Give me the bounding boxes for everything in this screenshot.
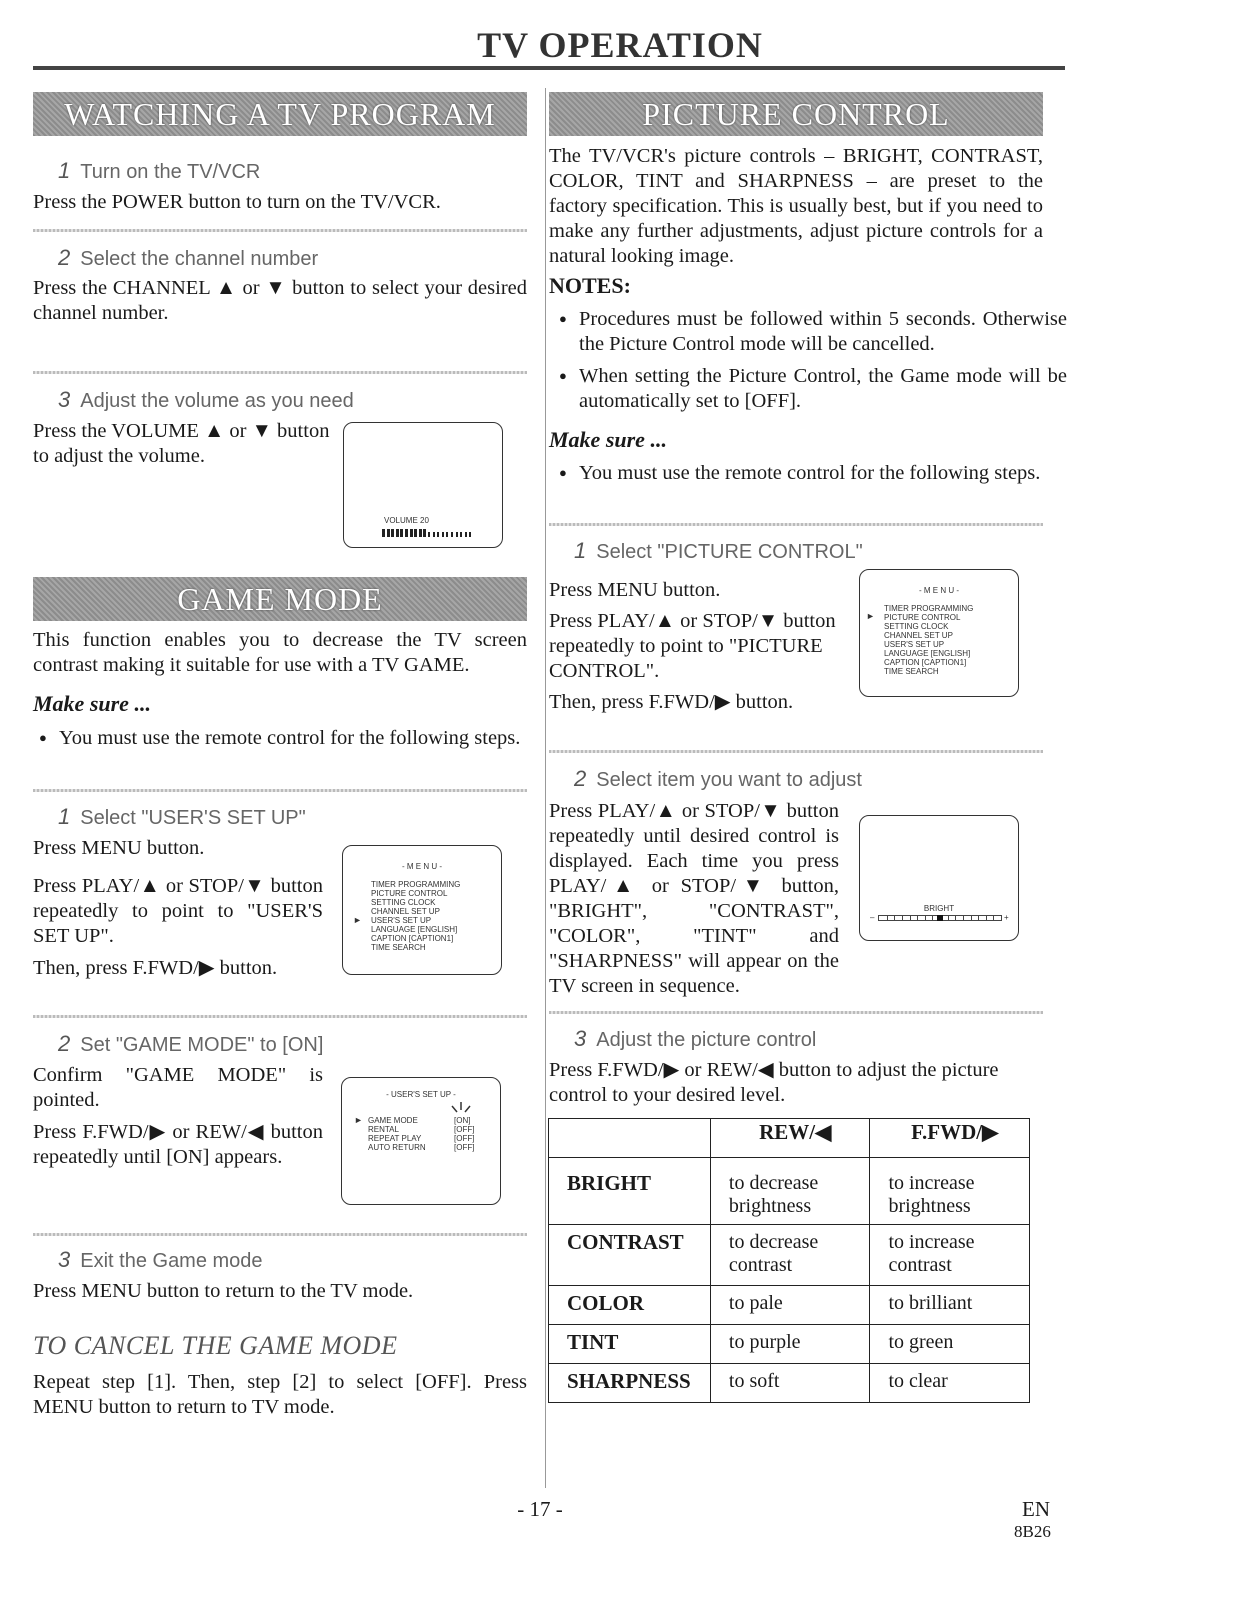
picture-control-banner: PICTURE CONTROL <box>549 92 1043 136</box>
volume-tick <box>451 532 453 537</box>
volume-tick <box>410 529 413 537</box>
volume-tick <box>437 532 439 537</box>
table-cell: TINT <box>549 1325 711 1364</box>
menu-screen-picture <box>859 569 1019 697</box>
setup-values <box>454 1116 474 1152</box>
menu-item: SETTING CLOCK <box>884 622 949 631</box>
volume-tick <box>433 532 435 537</box>
volume-tick <box>423 529 426 537</box>
bright-segment-divider <box>986 916 987 920</box>
section-rule <box>549 523 1043 526</box>
step-number: 3 <box>58 387 71 412</box>
setup-item: AUTO RETURN <box>368 1143 426 1152</box>
step-title: Select item you want to adjust <box>596 769 862 791</box>
menu-item: TIME SEARCH <box>884 667 939 676</box>
watching-banner: WATCHING A TV PROGRAM <box>33 92 527 136</box>
picture-step2-text: Press PLAY/▲ or STOP/▼ button repeatedly until desired control is displayed. Each time you press PLAY/▲ or STOP/▼ button, "BRIGHT", "CONTRAST", "COLOR", "TINT" and "SHARPNESS" will appear on the TV screen in sequence. <box>549 800 839 997</box>
menu-header: - M E N U - <box>919 586 959 595</box>
game-intro: This function enables you to decrease the TV screen contrast making it suitable for use with a TV GAME. <box>33 629 527 676</box>
menu-item: LANGUAGE [ENGLISH] <box>371 925 458 934</box>
page-title: TV OPERATION <box>477 25 763 65</box>
volume-bar <box>382 529 474 537</box>
game-make-sure: Make sure ... <box>33 691 151 716</box>
setup-header: - USER'S SET UP - <box>386 1090 456 1099</box>
bright-screen <box>859 815 1019 941</box>
note-item: ● When setting the Picture Control, the Game mode will be automatically set to [OFF]. <box>553 363 1067 414</box>
table-cell: to pale <box>710 1286 870 1325</box>
table-cell: to purple <box>710 1325 870 1364</box>
volume-tick <box>382 529 385 537</box>
bright-segment-divider <box>932 916 933 920</box>
picture-step1-p2: Press PLAY/▲ or STOP/▼ button repeatedly to point to "PICTURE CONTROL". <box>549 610 836 682</box>
step-number: 2 <box>58 1031 71 1056</box>
setup-value: [ON] <box>454 1116 471 1125</box>
table-cell: SHARPNESS <box>549 1364 711 1403</box>
picture-step1-p3: Then, press F.FWD/▶ button. <box>549 691 794 713</box>
menu-item: TIMER PROGRAMMING <box>884 604 974 613</box>
table-cell: BRIGHT <box>549 1158 711 1225</box>
volume-tick <box>405 529 408 537</box>
volume-tick <box>428 532 430 537</box>
picture-step3-text: Press F.FWD/▶ or REW/◀ button to adjust the picture control to your desired level. <box>549 1059 999 1106</box>
bright-segment-divider <box>925 916 926 920</box>
picture-step1-p1: Press MENU button. <box>549 579 721 601</box>
step-number: 1 <box>574 538 587 563</box>
setup-value: [OFF] <box>454 1125 475 1134</box>
volume-tick <box>387 529 390 537</box>
game-mode-banner: GAME MODE <box>33 577 527 621</box>
bright-segment-divider <box>978 916 979 920</box>
step-title: Adjust the volume as you need <box>80 390 354 412</box>
menu-item: CAPTION [CAPTION1] <box>371 934 454 943</box>
volume-tick <box>442 532 444 537</box>
menu-header: - M E N U - <box>402 862 442 871</box>
game-bullet: ● You must use the remote control for the following steps. <box>33 725 527 751</box>
volume-tick <box>396 529 399 537</box>
game-step3-heading <box>58 1247 263 1273</box>
picture-intro: The TV/VCR's picture controls – BRIGHT, CONTRAST, COLOR, TINT and SHARPNESS – are preset to the factory specification. This is usually best, but if you need to make any further adjustments, adjust picture controls for a natural looking image. <box>549 145 1043 267</box>
game-step2-p2: Press F.FWD/▶ or REW/◀ button repeatedly until [ON] appears. <box>33 1121 323 1168</box>
menu-list <box>884 604 973 676</box>
menu-item: PICTURE CONTROL <box>884 613 961 622</box>
volume-tick <box>446 532 448 537</box>
table-cell: to increase brightness <box>870 1158 1030 1225</box>
bright-segment-divider <box>955 916 956 920</box>
table-header-row <box>549 1119 1030 1158</box>
picture-step3-heading <box>574 1026 816 1052</box>
volume-tick <box>419 529 422 537</box>
game-step1-heading <box>58 804 306 830</box>
setup-item: REPEAT PLAY <box>368 1134 422 1143</box>
cancel-game-text: Repeat step [1]. Then, step [2] to select [OFF]. Press MENU button to return to TV mode. <box>33 1371 527 1418</box>
bright-label: BRIGHT <box>923 904 955 913</box>
volume-tick <box>469 532 471 537</box>
notes-title: NOTES: <box>549 273 631 298</box>
volume-tick <box>414 529 417 537</box>
game-step1-p3: Then, press F.FWD/▶ button. <box>33 957 278 979</box>
game-step1-p1: Press MENU button. <box>33 837 205 859</box>
menu-item: USER'S SET UP <box>371 916 432 925</box>
menu-item: LANGUAGE [ENGLISH] <box>884 649 971 658</box>
section-rule <box>33 229 527 232</box>
table-header-cell: REW/◀ <box>710 1119 870 1158</box>
picture-step1-heading <box>574 538 863 564</box>
table-row <box>549 1325 1030 1364</box>
game-step1-p2: Press PLAY/▲ or STOP/▼ button repeatedly to point to "USER'S SET UP". <box>33 875 323 947</box>
bright-segment-divider <box>971 916 972 920</box>
step-number: 1 <box>58 804 71 829</box>
table-cell: CONTRAST <box>549 1225 711 1286</box>
step-number: 1 <box>58 158 71 183</box>
step-number: 2 <box>58 245 71 270</box>
table-row <box>549 1225 1030 1286</box>
menu-item: CHANNEL SET UP <box>884 631 953 640</box>
watching-step1-text: Press the POWER button to turn on the TV/VCR. <box>33 191 441 213</box>
table-header-cell <box>549 1119 711 1158</box>
menu-item: USER'S SET UP <box>884 640 945 649</box>
volume-label: VOLUME 20 <box>384 516 429 525</box>
picture-make-sure: Make sure ... <box>549 427 667 452</box>
step-number: 3 <box>58 1247 71 1272</box>
volume-tick <box>456 532 458 537</box>
bright-segment-divider <box>948 916 949 920</box>
setup-value: [OFF] <box>454 1143 475 1152</box>
bright-segment-divider <box>894 916 895 920</box>
step-title: Exit the Game mode <box>80 1250 263 1272</box>
section-rule <box>549 1011 1043 1014</box>
setup-list <box>368 1116 426 1152</box>
step-title: Turn on the TV/VCR <box>80 161 261 183</box>
sparkle-icon <box>446 1100 476 1120</box>
step-title: Adjust the picture control <box>596 1029 817 1051</box>
setup-item: RENTAL <box>368 1125 399 1134</box>
table-cell: to decrease contrast <box>710 1225 870 1286</box>
menu-list <box>371 880 460 952</box>
volume-tick <box>400 529 403 537</box>
bright-segment-divider <box>993 916 994 920</box>
bright-segment-divider <box>963 916 964 920</box>
step-number: 2 <box>574 766 587 791</box>
picture-control-table <box>548 1118 1030 1403</box>
section-rule <box>33 371 527 374</box>
cancel-game-title: TO CANCEL THE GAME MODE <box>33 1331 398 1360</box>
table-cell: to green <box>870 1325 1030 1364</box>
menu-item: SETTING CLOCK <box>371 898 436 907</box>
setup-item: GAME MODE <box>368 1116 418 1125</box>
title-rule <box>33 66 1065 70</box>
menu-item: CHANNEL SET UP <box>371 907 440 916</box>
bright-segment-divider <box>910 916 911 920</box>
menu-item: TIMER PROGRAMMING <box>371 880 461 889</box>
bright-level-bar <box>878 915 1002 921</box>
bright-level-marker <box>937 915 943 921</box>
section-rule <box>549 750 1043 753</box>
language-code: EN <box>1022 1497 1050 1521</box>
watching-step2-heading <box>58 245 318 271</box>
document-code: 8B26 <box>1014 1522 1051 1541</box>
bright-segment-divider <box>902 916 903 920</box>
section-rule <box>33 1015 527 1018</box>
menu-screen-game <box>342 845 502 975</box>
volume-tick <box>460 532 462 537</box>
bright-segment-divider <box>887 916 888 920</box>
table-row <box>549 1286 1030 1325</box>
volume-screen <box>343 422 503 548</box>
step-title: Select the channel number <box>80 248 319 270</box>
step-title: Set "GAME MODE" to [ON] <box>80 1034 324 1056</box>
watching-step3-heading <box>58 387 354 413</box>
section-rule <box>33 789 527 792</box>
menu-item: PICTURE CONTROL <box>371 889 448 898</box>
table-row <box>549 1158 1030 1225</box>
menu-pointer-icon: ► <box>866 611 875 621</box>
step-number: 3 <box>574 1026 587 1051</box>
column-divider <box>545 88 546 1488</box>
section-rule <box>33 1233 527 1236</box>
setup-pointer-icon: ► <box>354 1115 363 1125</box>
page-number: - 17 - <box>517 1497 563 1521</box>
note-item: ● Procedures must be followed within 5 seconds. Otherwise the Picture Control mode will be cancelled. <box>553 306 1067 357</box>
table-cell: to soft <box>710 1364 870 1403</box>
table-header-cell: F.FWD/▶ <box>870 1119 1030 1158</box>
volume-tick <box>391 529 394 537</box>
users-setup-screen <box>341 1077 501 1205</box>
menu-pointer-icon: ► <box>353 915 362 925</box>
bright-minus: – <box>870 913 875 922</box>
menu-item: TIME SEARCH <box>371 943 426 952</box>
watching-step3-text: Press the VOLUME ▲ or ▼ button to adjust the volume. <box>33 420 330 467</box>
setup-value: [OFF] <box>454 1134 475 1143</box>
watching-step2-text: Press the CHANNEL ▲ or ▼ button to select your desired channel number. <box>33 277 527 324</box>
table-cell: to increase contrast <box>870 1225 1030 1286</box>
game-step2-heading <box>58 1031 323 1057</box>
menu-item: CAPTION [CAPTION1] <box>884 658 967 667</box>
bright-segment-divider <box>917 916 918 920</box>
game-step3-text: Press MENU button to return to the TV mode. <box>33 1280 414 1302</box>
table-cell: to clear <box>870 1364 1030 1403</box>
picture-bullet: ● You must use the remote control for the following steps. <box>553 460 1067 486</box>
bright-plus: + <box>1004 913 1009 922</box>
step-title: Select "PICTURE CONTROL" <box>596 541 863 563</box>
game-step2-p1: Confirm "GAME MODE" is pointed. <box>33 1064 323 1111</box>
table-cell: COLOR <box>549 1286 711 1325</box>
table-cell: to brilliant <box>870 1286 1030 1325</box>
step-title: Select "USER'S SET UP" <box>80 807 306 829</box>
table-row <box>549 1364 1030 1403</box>
table-cell: to decrease brightness <box>710 1158 870 1225</box>
volume-tick <box>465 532 467 537</box>
watching-step1-heading <box>58 158 260 184</box>
picture-step2-heading <box>574 766 862 792</box>
